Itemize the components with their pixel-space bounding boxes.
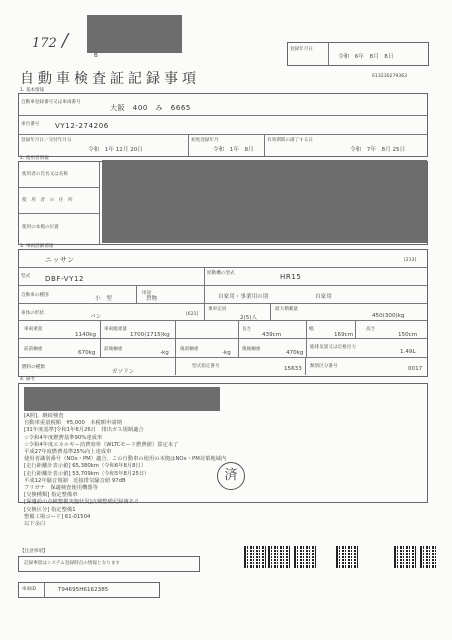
length-label: 長さ [242,327,252,332]
body-value: バン [90,314,102,320]
redacted-user-info [102,160,427,243]
engine-value: HR15 [280,273,302,281]
private-value: 自家用 [315,294,332,300]
type-letter: B [94,53,98,59]
gross-weight-label: 車両総重量 [104,327,127,332]
user-name-label: 使用者の氏名又は名称 [22,172,68,177]
section2-heading: 2. 使用者情報 [20,156,49,161]
first-reg-label: 初度登録年月 [191,138,219,143]
chassis-value: VY12-274206 [55,122,109,130]
body-code: [621] [186,312,199,317]
rear-front-axle-value: -kg [222,350,231,356]
gross-weight-value: 1700(1715)kg [130,332,170,338]
section3-heading: 3. 車両詳細情報 [20,244,54,249]
handwritten-number: 172 [32,36,57,51]
model-label: 型式 [21,274,31,279]
width-value: 169cm [334,332,354,338]
notice-text: 記録事項はシステム登録時点の情報となります [24,561,121,566]
front-rear-axle-value: -kg [160,350,169,356]
length-value: 439cm [262,332,282,338]
redacted-header-block [87,15,182,53]
redacted-remarks-block [24,387,220,411]
section4-heading: 4. 備考 [20,377,36,382]
use-label: 用途 [142,291,152,296]
kind-value: 小 型 [95,296,112,302]
qr-code-icon [294,546,316,568]
expiry-value: 令和 7年 8月 25日 [350,147,406,153]
base-location-label: 使用の本拠の位置 [22,225,59,230]
vehicle-id-label: 車両ID [22,587,37,592]
engine-label: 原動機の型式 [207,271,235,276]
section1-heading: 1. 基本情報 [20,88,45,93]
fuel-value: ガソリン [112,369,135,375]
height-label: 高さ [366,327,376,332]
qr-code-icon [394,546,416,568]
front-front-axle-label: 前前軸重 [24,347,43,352]
width-label: 幅 [309,327,314,332]
max-load-label: 最大積載量 [275,307,298,312]
front-rear-axle-label: 前後軸重 [104,347,123,352]
kind-label: 自動車の種別 [21,293,49,298]
maker-value: ニッサン [45,256,75,264]
document-title: 自動車検査証記録事項 [20,71,200,87]
document-number: 613230279363 [372,74,408,79]
qr-code-icon [244,546,266,568]
capacity-value: 2(5)人 [240,315,258,321]
designation-value: 15633 [284,366,302,372]
displacement-value: 1.49L [400,349,416,355]
expiry-label: 有効期間の満了する日 [267,138,313,143]
fuel-label: 燃料の種類 [22,365,45,370]
use-value: 貨物 [146,296,158,302]
designation-label: 型式指定番号 [192,364,220,369]
displacement-label: 総排気量又は定格出力 [310,345,356,350]
maker-code: [213] [404,258,417,263]
weight-label: 車両重量 [24,327,43,332]
category-label: 類別区分番号 [310,364,338,369]
height-value: 150cm [398,332,418,338]
print-date-value: 令和 6年 8月 8日 [338,54,394,60]
rear-rear-axle-label: 後後軸重 [242,347,261,352]
reg-number-value: 大阪 400 み 6665 [110,104,191,112]
private-label: 自家用・事業用の別 [218,294,269,300]
handwritten-stroke-icon: / [62,30,69,51]
vehicle-id-value: T94695H6162385 [58,587,109,593]
issue-date-value: 令和 1年 12月 20日 [88,147,143,153]
issue-date-label: 登録年月日／交付年月日 [21,138,72,143]
first-reg-value: 令和 1年 8月 [213,147,254,153]
body-label: 車体の形状 [21,311,44,316]
user-address-label: 使 用 者 の 住 所 [22,198,73,203]
max-load-value: 450(300)kg [372,313,405,319]
print-date-label: 登録年月日 [290,47,313,52]
qr-code-icon [420,546,438,568]
front-front-axle-value: 670kg [78,350,96,356]
reg-number-label: 自動車登録番号又は車両番号 [21,100,81,105]
qr-code-icon [268,546,290,568]
processed-stamp: 済 [217,462,245,490]
rear-front-axle-label: 後前軸重 [180,347,199,352]
category-value: 0017 [408,366,423,372]
notice-heading: 【注意事項】 [20,549,48,554]
qr-code-icon [336,546,358,568]
capacity-label: 乗車定員 [208,307,227,312]
chassis-label: 車台番号 [21,122,40,127]
weight-value: 1140kg [75,332,97,338]
model-value: DBF-VY12 [45,275,85,283]
rear-rear-axle-value: 470kg [286,350,304,356]
remarks-text: [A照]、継続検査 自動車重量税額 ¥5,000 本税額申請期 [31年度基準]令和1年8月26日 排出ガス規制適合 ☆令和4年度燃費基準90%達成車 ☆令和4年度エネルギー消費効率（WLTCモード燃費値）算定未了 平成27年度燃費基準25%向上達成車 使用者識別番号（NOx・PM）適合、この自動車の使用の本拠はNOx・PM対策地域内 [走行距離計表示値] 65,380km（令和6年8月8日） [走行距離計表示値] 53,709km（令和5年8月25日） 平成12年騒音規制 近接排気騒音値 97dB フリガナ 保適検査使用機器等 [交換種類] 指定整備車 [保適前の点検整備実施状況]点検整備記録簿あり [交換区分] 指定整備1 整備工場コード] 61-01504 以下余白 [24,413,227,528]
